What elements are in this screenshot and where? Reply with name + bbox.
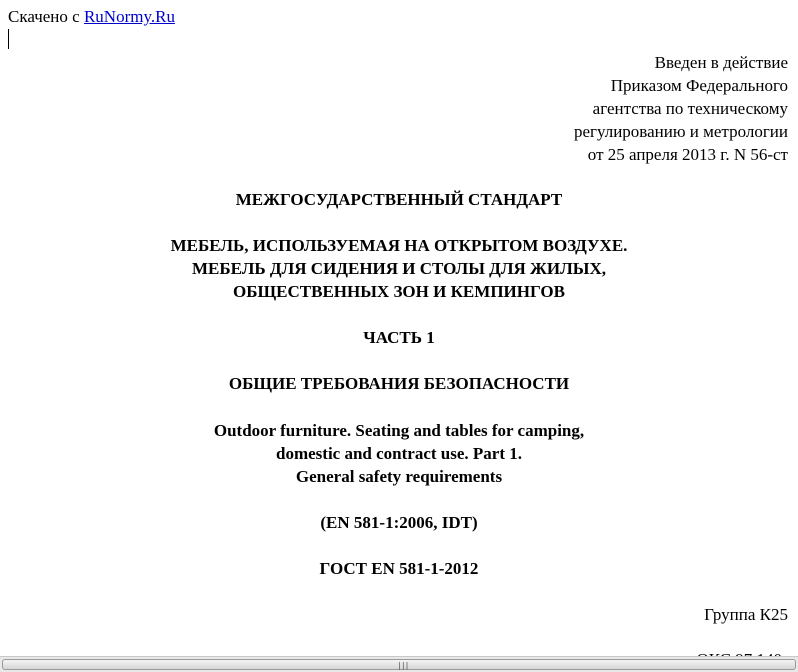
subtitle-heading: ОБЩИЕ ТРЕБОВАНИЯ БЕЗОПАСНОСТИ — [228, 374, 570, 393]
enactment-line: регулированию и метрологии — [573, 122, 788, 141]
english-title — [0, 419, 798, 488]
scrollbar-thumb[interactable] — [2, 659, 796, 670]
grip-icon: ||| — [397, 661, 409, 670]
identical-reference: (EN 581-1:2006, IDT) — [320, 513, 478, 532]
source-line — [8, 7, 175, 27]
english-title-line: General safety requirements — [295, 467, 503, 486]
source-prefix: Скачено с — [8, 7, 84, 26]
enactment-note — [574, 51, 788, 166]
standard-name-line: МЕБЕЛЬ, ИСПОЛЬЗУЕМАЯ НА ОТКРЫТОМ ВОЗДУХЕ. — [170, 236, 628, 255]
standard-name-heading — [0, 234, 798, 303]
standard-name-line: МЕБЕЛЬ ДЛЯ СИДЕНИЯ И СТОЛЫ ДЛЯ ЖИЛЫХ, — [192, 259, 606, 278]
standard-name-line: ОБЩЕСТВЕННЫХ ЗОН И КЕМПИНГОВ — [233, 282, 565, 301]
text-caret — [8, 29, 9, 49]
enactment-line: агентства по техническому — [592, 99, 788, 118]
group-code: Группа К25 — [704, 605, 788, 624]
english-title-line: domestic and contract use. Part 1. — [276, 444, 522, 463]
enactment-line: от 25 апреля 2013 г. N 56-ст — [587, 145, 788, 164]
standard-type-heading: МЕЖГОСУДАРСТВЕННЫЙ СТАНДАРТ — [235, 190, 563, 209]
enactment-line: Приказом Федерального — [610, 76, 788, 95]
gost-number: ГОСТ EN 581-1-2012 — [319, 559, 479, 578]
horizontal-scrollbar[interactable] — [0, 656, 798, 672]
runormy-link[interactable]: RuNormy.Ru — [83, 7, 175, 26]
part-heading: ЧАСТЬ 1 — [363, 328, 435, 347]
enactment-line: Введен в действие — [654, 53, 788, 72]
english-title-line: Outdoor furniture. Seating and tables for camping, — [213, 421, 585, 440]
